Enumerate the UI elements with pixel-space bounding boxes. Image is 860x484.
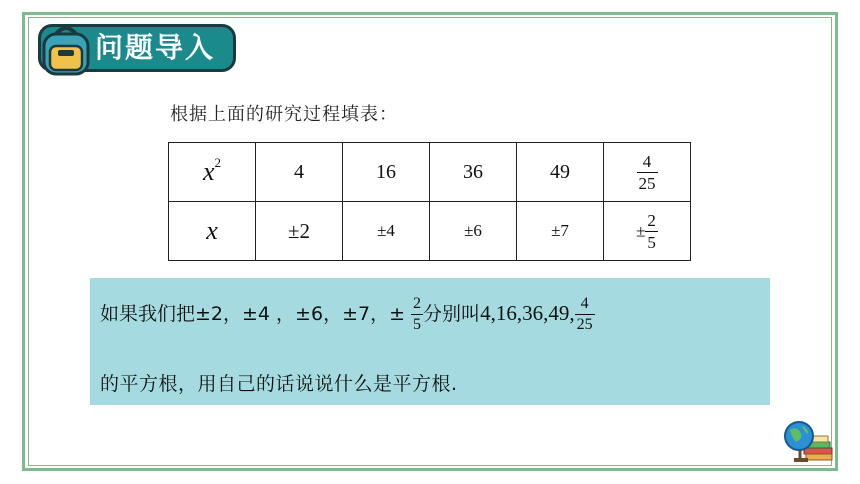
schoolbag-icon: [36, 20, 96, 78]
square-cell-fraction: $\frac{4}{25}$: [604, 143, 691, 202]
root-cell: ±6: [430, 202, 517, 261]
row-label-x: x: [169, 202, 256, 261]
intro-text: 根据上面的研究过程填表：: [170, 104, 398, 125]
root-cell: ±2: [256, 202, 343, 261]
question-line-2: 的平方根，用自己的话说说什么是平方根.: [100, 373, 458, 395]
table-row-roots: [169, 202, 691, 261]
square-cell: 36: [430, 143, 517, 202]
root-cell: ±7: [517, 202, 604, 261]
square-cell: 49: [517, 143, 604, 202]
square-cell: 4: [256, 143, 343, 202]
square-cell: 16: [343, 143, 430, 202]
root-cell-fraction: ± $\frac{2}{5}$: [604, 202, 691, 261]
root-cell: ±4: [343, 202, 430, 261]
question-line-1: 如果我们把±2，±4 ，±6，±7，± $\frac{2}{5}$ 分别叫4,16,36,49, $\frac{4}{25}$: [100, 295, 593, 333]
globe-books-icon: [782, 418, 834, 464]
page-title: 问题导入: [95, 31, 216, 64]
table-row-squares: [169, 143, 691, 202]
square-root-table: [168, 142, 691, 261]
row-label-x-squared: $x^2$: [169, 143, 256, 202]
